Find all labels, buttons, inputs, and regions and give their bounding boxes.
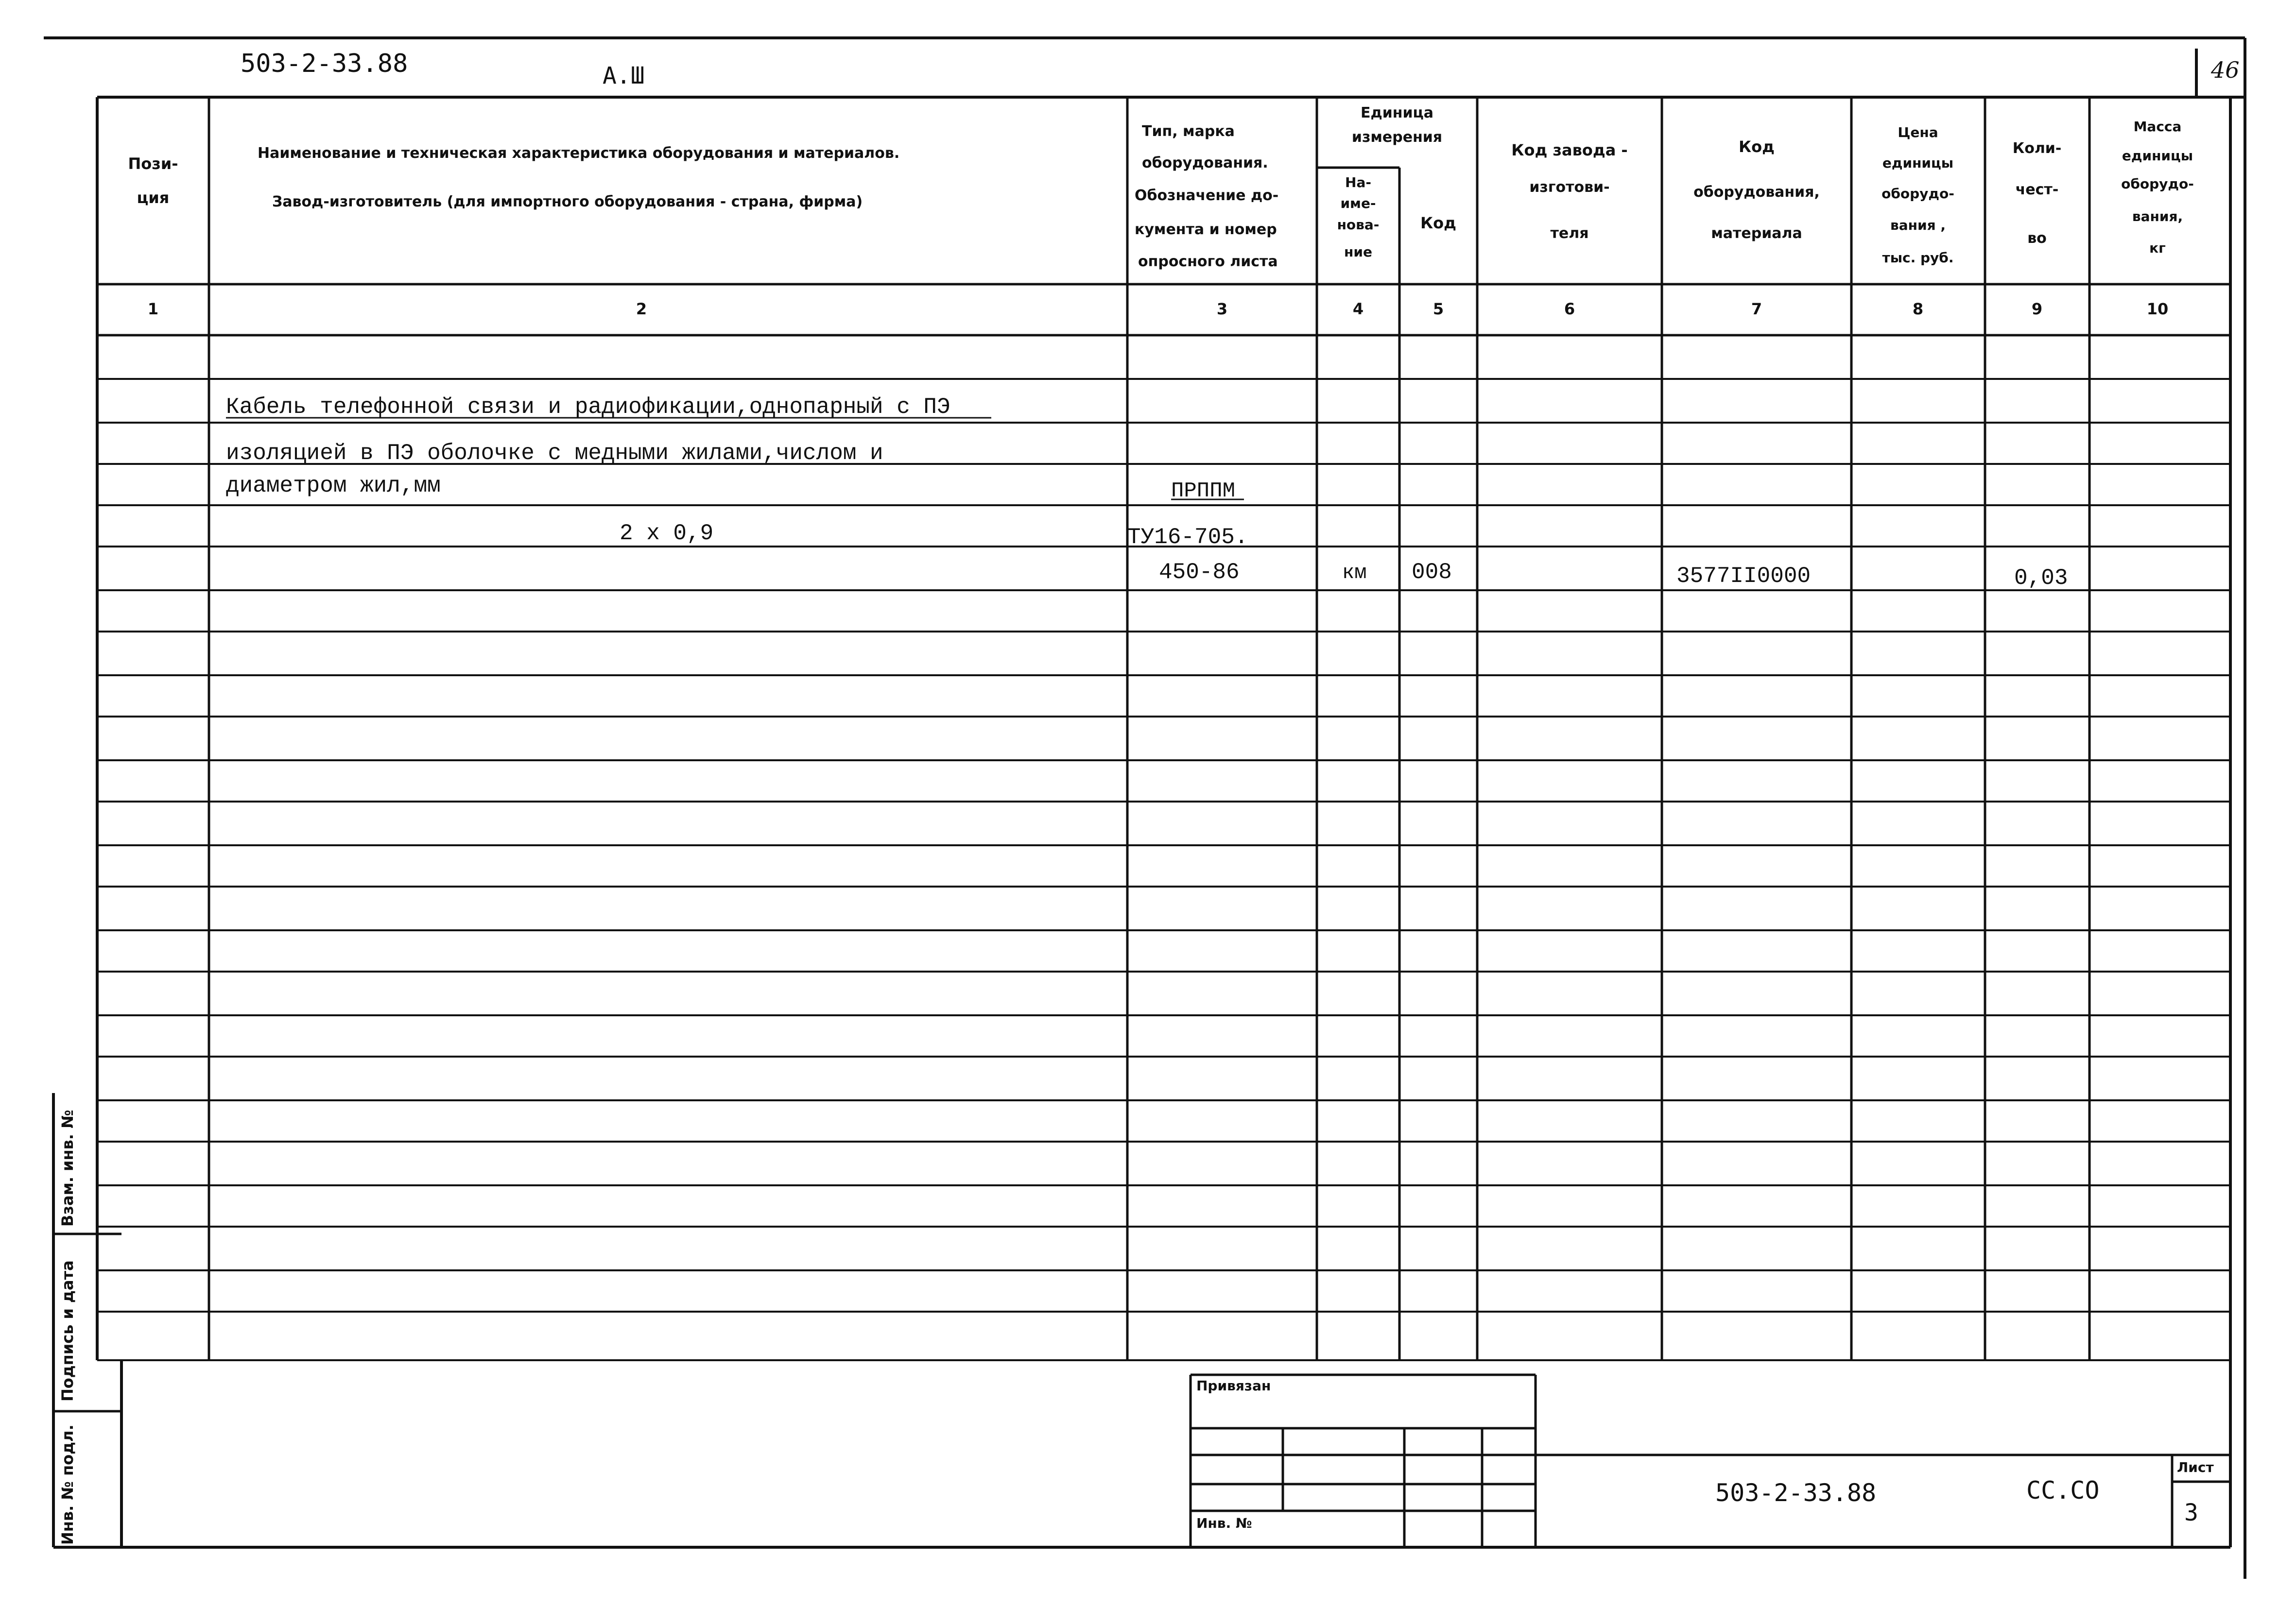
header-col8-line: единицы — [1882, 155, 1954, 171]
side-stamp-vzam: Взам. инв. № — [58, 1110, 77, 1227]
column-number: 4 — [1352, 300, 1364, 318]
header-col8 — [1882, 124, 1954, 266]
bottom-stamp-grid — [1191, 1375, 2230, 1547]
header-col10-line: оборудо- — [2121, 176, 2194, 192]
item-doc-ref: ТУ16-705. — [1127, 525, 1248, 550]
top-doc-code: 503-2-33.88 — [241, 49, 408, 78]
header-col6-line: Код завода - — [1511, 141, 1628, 159]
header-unit-group — [1352, 104, 1442, 146]
column-number: 10 — [2146, 300, 2169, 318]
column-lines — [209, 97, 2089, 1360]
side-stamp-podpis: Подпись и дата — [58, 1260, 77, 1402]
column-number: 5 — [1433, 300, 1444, 318]
header-col3-line: Тип, марка — [1142, 123, 1235, 140]
header-col10 — [2121, 119, 2194, 256]
header-col10-line: кг — [2149, 240, 2166, 256]
header-col4-line: име- — [1340, 195, 1376, 211]
stamp-inv-no: Инв. № — [1196, 1515, 1252, 1531]
header-col9-line: во — [2027, 230, 2047, 247]
header-col7 — [1693, 137, 1820, 242]
page-number: 46 — [2211, 57, 2240, 83]
description-line: изоляцией в ПЭ оболочке с медными жилами,числом и — [226, 441, 883, 466]
header-col4-line: На- — [1345, 174, 1371, 190]
item-doc-ref: 450-86 — [1159, 560, 1240, 585]
header-col1-line: ция — [137, 188, 170, 207]
header-col7-line: оборудования, — [1693, 184, 1820, 201]
item-material-code: 3577II0000 — [1676, 564, 1811, 589]
header-col7-line: материала — [1711, 225, 1802, 242]
header-col1-line: Пози- — [128, 154, 178, 173]
item-description — [226, 394, 950, 498]
album-mark: А.Ш — [603, 62, 645, 89]
column-number: 1 — [147, 300, 159, 318]
header-col4-line: нова- — [1337, 217, 1380, 233]
description-line: Кабель телефонной связи и радиофикации,однопарный с ПЭ — [226, 394, 950, 420]
header-col7-line: Код — [1739, 137, 1775, 156]
header-col4 — [1337, 174, 1380, 260]
column-number: 3 — [1216, 300, 1228, 318]
header-col1 — [128, 154, 178, 207]
column-number: 2 — [636, 300, 647, 318]
header-col5: Код — [1420, 214, 1456, 232]
column-number: 7 — [1751, 300, 1762, 318]
header-col2 — [258, 145, 899, 210]
item-mass: 0,03 — [2014, 565, 2068, 591]
header-col4-line: ние — [1344, 244, 1372, 260]
header-col8-line: Цена — [1898, 124, 1938, 140]
header-col3-line: кумента и номер — [1135, 221, 1277, 238]
item-type-mark: ПРППМ — [1171, 479, 1236, 503]
column-number: 9 — [2031, 300, 2043, 318]
header-col9-line: Коли- — [2012, 140, 2062, 157]
header-col6 — [1511, 141, 1627, 242]
item-unit-name: км — [1342, 561, 1367, 584]
header-col3-line: опросного листа — [1138, 253, 1278, 270]
side-stamp-inv: Инв. № подл. — [58, 1424, 77, 1545]
stamp-doc-mark: СС.СО — [2026, 1476, 2100, 1504]
column-numbers — [148, 300, 2168, 318]
header-col6-line: теля — [1550, 225, 1589, 242]
header-col3 — [1135, 123, 1278, 270]
stamp-sheet-label: Лист — [2177, 1459, 2214, 1475]
stamp-privyazan: Привязан — [1196, 1378, 1271, 1394]
header-col8-line: вания , — [1890, 217, 1946, 233]
header-col10-line: вания, — [2132, 208, 2183, 224]
description-line: диаметром жил,мм — [226, 473, 441, 498]
header-col3-line: Обозначение до- — [1135, 187, 1279, 204]
stamp-doc-code: 503-2-33.88 — [1715, 1479, 1877, 1507]
header-col6-line: изготови- — [1529, 179, 1610, 196]
item-unit-code: 008 — [1412, 560, 1452, 585]
header-col10-line: единицы — [2122, 148, 2193, 164]
header-unit-line: Единица — [1361, 104, 1433, 121]
header-col3-line: оборудования. — [1142, 154, 1268, 171]
header-col2-line: Наименование и техническая характеристика оборудования и материалов. — [258, 145, 900, 162]
header-col9 — [2013, 140, 2062, 247]
header-col10-line: Масса — [2133, 119, 2182, 135]
header-col9-line: чест- — [2015, 181, 2059, 198]
header-col8-line: оборудо- — [1882, 186, 1954, 202]
stamp-sheet-number: 3 — [2184, 1499, 2198, 1526]
header-unit-line: измерения — [1351, 129, 1443, 146]
header-col2-line: Завод-изготовитель (для импортного оборудования - страна, фирма) — [272, 193, 863, 210]
column-number: 6 — [1564, 300, 1575, 318]
header-col8-line: тыс. руб. — [1882, 250, 1954, 266]
item-size: 2 х 0,9 — [620, 521, 714, 546]
column-number: 8 — [1912, 300, 1924, 318]
